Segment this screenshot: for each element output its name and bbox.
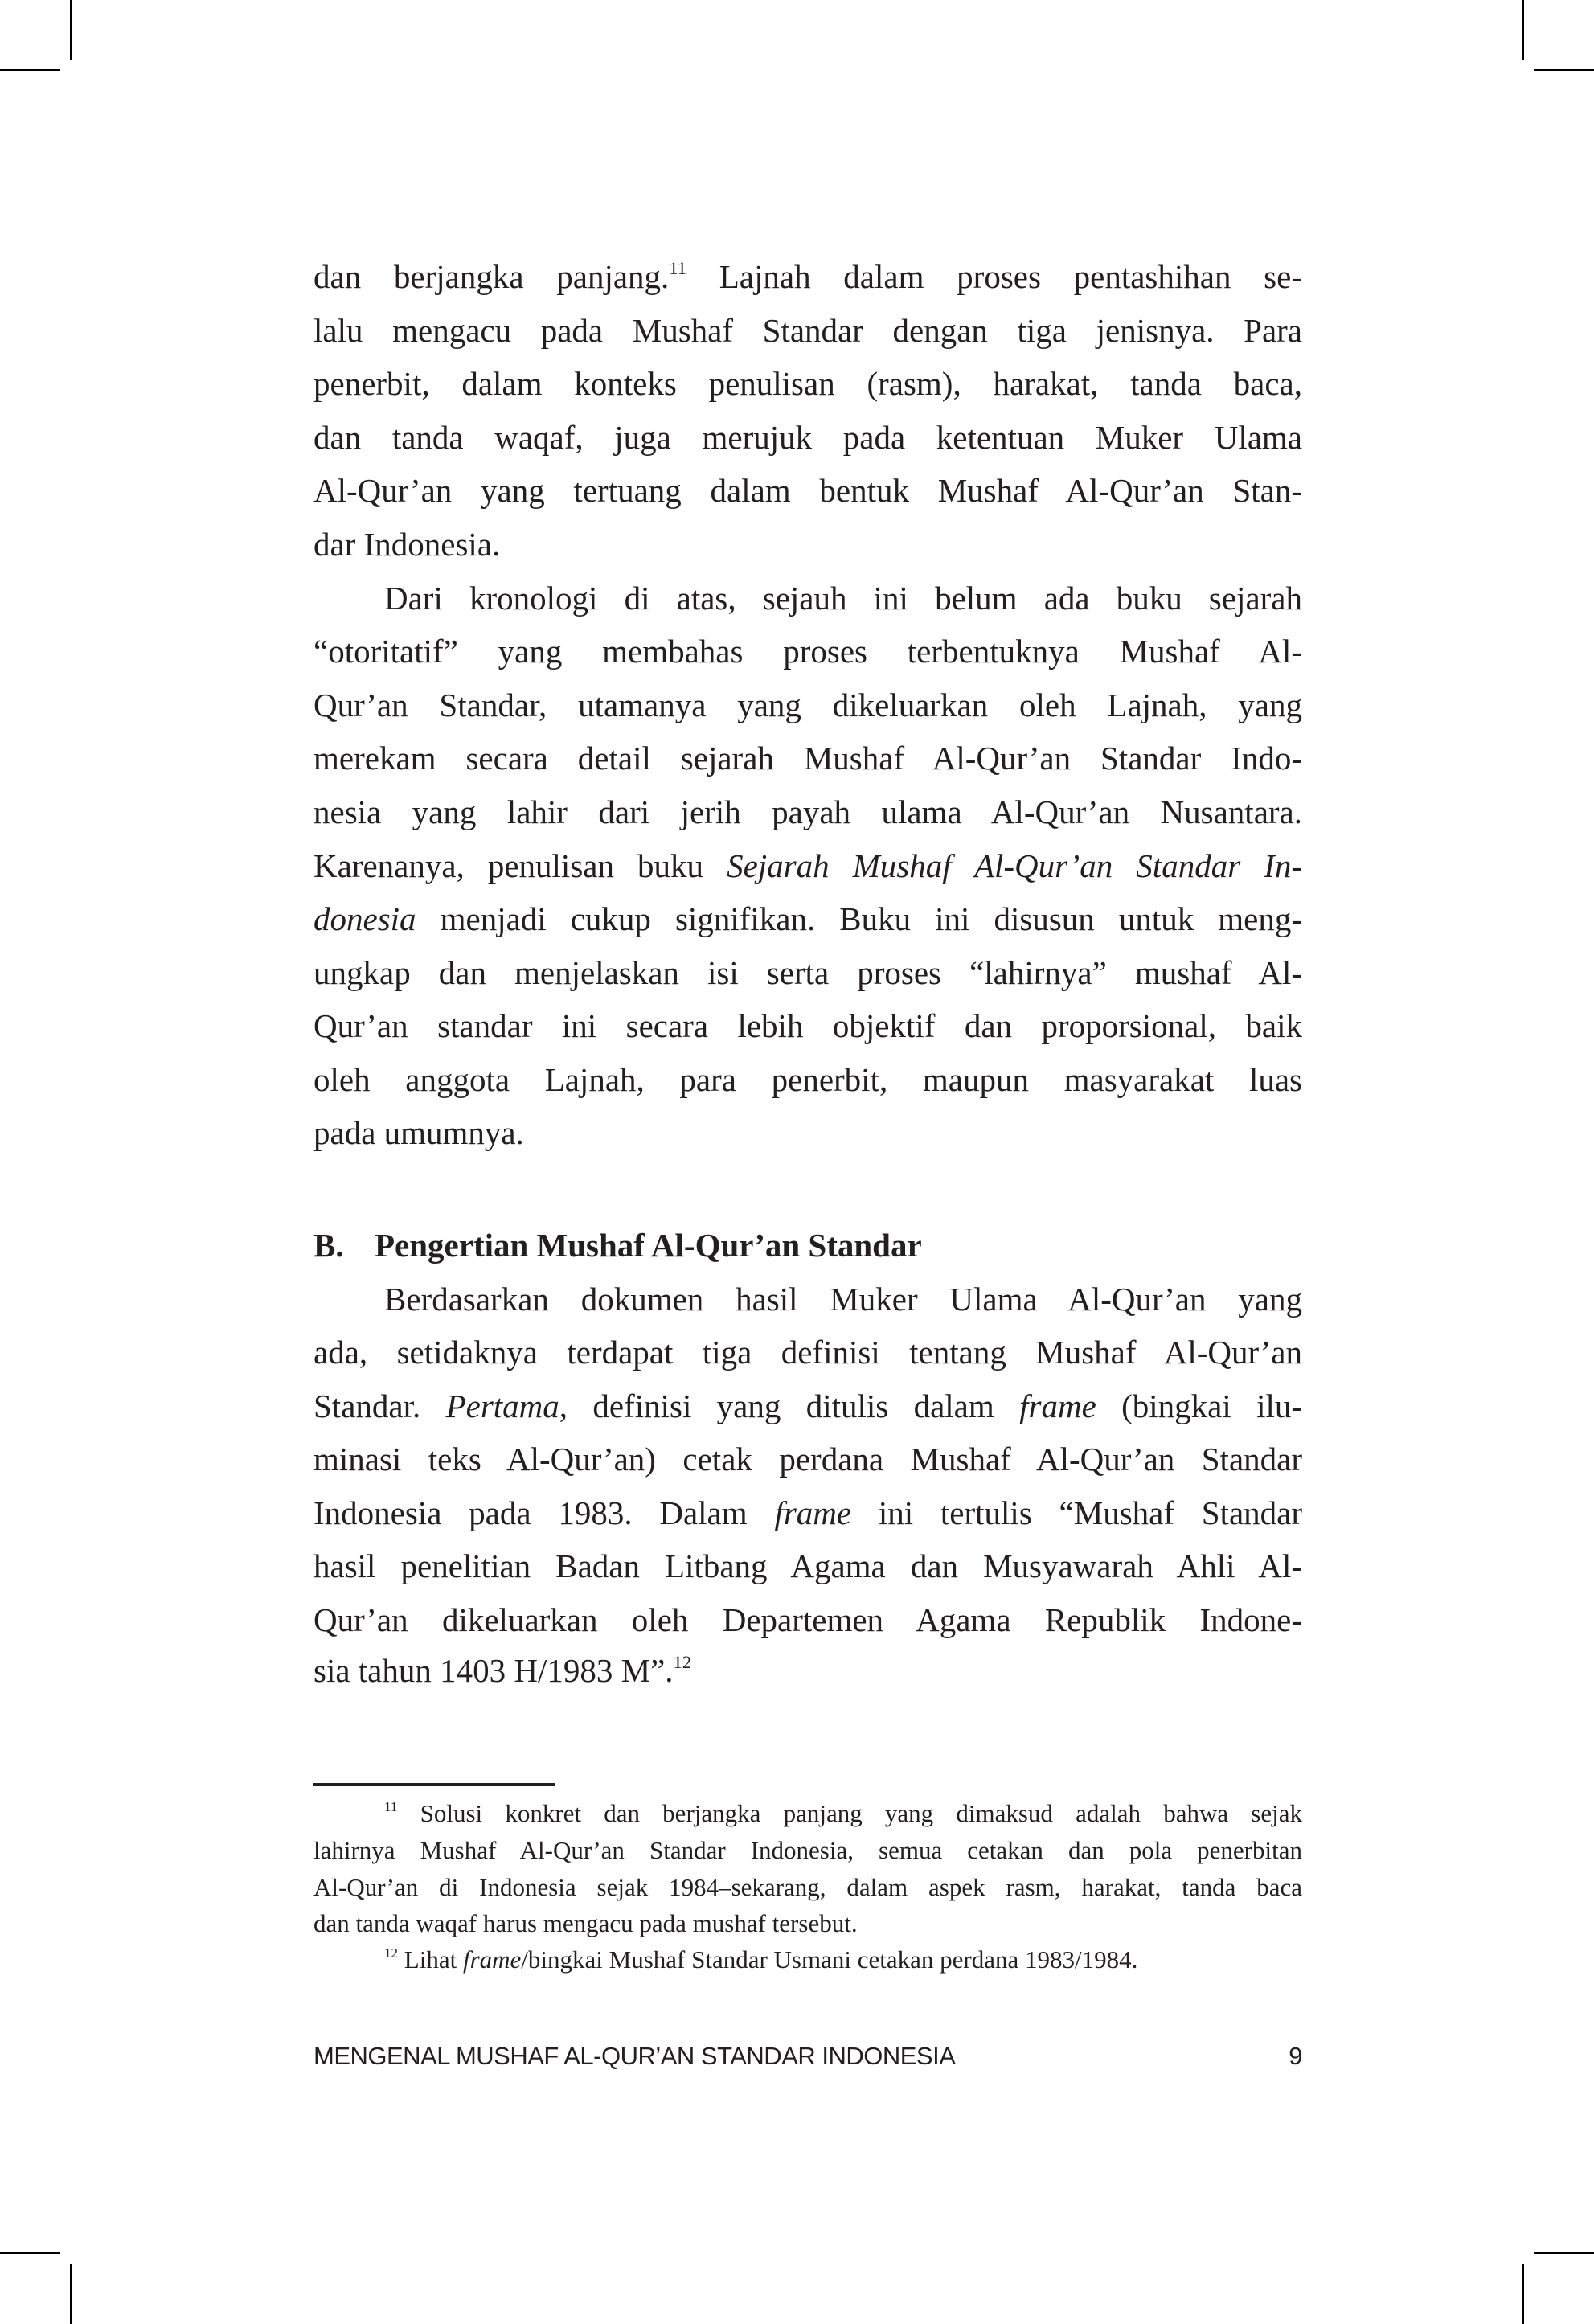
text-line: nesia yang lahir dari jerih payah ulama Al-Qur’an Nusantara. (313, 793, 1302, 830)
section-number: B. (313, 1227, 344, 1264)
text-line: Qur’an Standar, utamanya yang dikeluarkan oleh Lajnah, yang (313, 687, 1302, 723)
text-line: Standar. Pertama, definisi yang ditulis dalam frame (bingkai ilu- (313, 1387, 1303, 1424)
section-title: Pengertian Mushaf Al-Qur’an Standar (375, 1227, 922, 1264)
book-title: donesia (313, 900, 416, 937)
crop-mark-bottom-right-horizontal (1534, 2252, 1594, 2254)
crop-mark-top-left-vertical (70, 0, 72, 60)
text-line: Karenanya, penulisan buku Sejarah Mushaf Al-Qur’an Standar In- (313, 847, 1302, 884)
text-line: “otoritatif” yang membahas proses terbentuknya Mushaf Al- (313, 633, 1302, 670)
text-line: minasi teks Al-Qur’an) cetak perdana Mushaf Al-Qur’an Standar (313, 1441, 1302, 1478)
text-line: Qur’an dikeluarkan oleh Departemen Agama Republik Indone- (313, 1601, 1302, 1638)
text-line: dan berjangka panjang.$^{11}$ Lajnah dalam proses pentashihan se- (313, 258, 1302, 295)
text-line: merekam secara detail sejarah Mushaf Al-Qur’an Standar Indo- (313, 740, 1302, 777)
crop-mark-top-right-horizontal (1534, 69, 1594, 71)
text-line: Al-Qur’an yang tertuang dalam bentuk Mushaf Al-Qur’an Stan- (313, 472, 1302, 509)
footnote-line: $^{11}$ Solusi konkret dan berjangka panjang yang dimaksud adalah bahwa sejak (384, 1799, 1302, 1827)
footnote-number: 12 (384, 1945, 399, 1961)
crop-mark-bottom-right-vertical (1522, 2264, 1524, 2324)
footnote-separator (313, 1783, 555, 1786)
footnote-line: dan tanda waqaf harus mengacu pada mushaf tersebut. (313, 1909, 858, 1937)
crop-mark-bottom-left-vertical (70, 2264, 72, 2324)
book-title: Sejarah Mushaf Al-Qur’an Standar In- (727, 847, 1302, 884)
footnote-line: $^{12}$ Lihat frame/bingkai Mushaf Standar Usmani cetakan perdana 1983/1984. (384, 1945, 1138, 1974)
text-line: dar Indonesia. (313, 526, 501, 563)
footnote-ref-12[interactable]: 12 (673, 1652, 692, 1673)
page-number: 9 (1289, 2042, 1302, 2070)
text-line: hasil penelitian Badan Litbang Agama dan Musyawarah Ahli Al- (313, 1547, 1302, 1584)
text-line: oleh anggota Lajnah, para penerbit, maupun masyarakat luas (313, 1061, 1302, 1098)
footnote-line: lahirnya Mushaf Al-Qur’an Standar Indonesia, semua cetakan dan pola penerbitan (313, 1836, 1302, 1864)
text-line: ada, setidaknya terdapat tiga definisi tentang Mushaf Al-Qur’an (313, 1334, 1302, 1371)
text-line: Berdasarkan dokumen hasil Muker Ulama Al-Qur’an yang (384, 1281, 1302, 1318)
footnote-number: 11 (384, 1799, 398, 1815)
crop-mark-top-left-horizontal (0, 69, 60, 71)
running-footer (313, 2040, 1302, 2072)
crop-mark-bottom-left-horizontal (0, 2252, 60, 2254)
running-title: MENGENAL MUSHAF AL-QUR’AN STANDAR INDONESIA (313, 2042, 956, 2070)
text-line: lalu mengacu pada Mushaf Standar dengan tiga jenisnya. Para (313, 312, 1302, 349)
crop-mark-top-right-vertical (1522, 0, 1524, 60)
text-line: pada umumnya. (313, 1114, 524, 1151)
section-heading (313, 1226, 1302, 1264)
text-line: Dari kronologi di atas, sejauh ini belum ada buku sejarah (384, 580, 1302, 617)
text-line: penerbit, dalam konteks penulisan (rasm), harakat, tanda baca, (313, 365, 1302, 402)
text-line: donesia menjadi cukup signifikan. Buku ini disusun untuk meng- (313, 900, 1303, 937)
text-line: Indonesia pada 1983. Dalam frame ini tertulis “Mushaf Standar (313, 1494, 1303, 1531)
text-line: dan tanda waqaf, juga merujuk pada ketentuan Muker Ulama (313, 419, 1302, 456)
footnote-line: Al-Qur’an di Indonesia sejak 1984–sekarang, dalam aspek rasm, harakat, tanda baca (313, 1873, 1302, 1901)
text-line: Qur’an standar ini secara lebih objektif dan proporsional, baik (313, 1007, 1302, 1044)
footnote-ref-11[interactable]: 11 (669, 258, 687, 279)
text-line: sia tahun 1403 H/1983 M”.$^{12}$ (313, 1652, 692, 1689)
text-line: ungkap dan menjelaskan isi serta proses “lahirnya” mushaf Al- (313, 954, 1302, 991)
